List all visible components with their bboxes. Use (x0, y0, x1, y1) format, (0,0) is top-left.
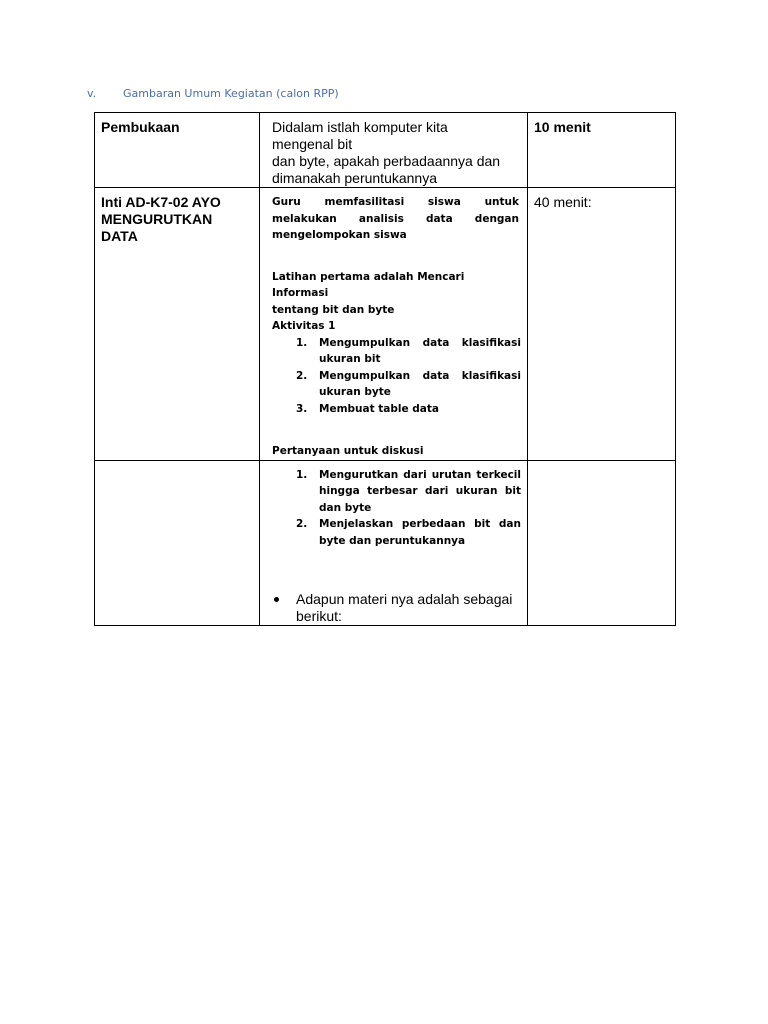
section-heading (87, 87, 339, 100)
duration-cell (528, 188, 676, 461)
phase-cell (95, 460, 260, 626)
activity-line: dimanakah peruntukannya (272, 170, 438, 186)
duration-cell (528, 113, 676, 188)
duration-label: 40 menit: (534, 194, 592, 210)
list-item (272, 467, 521, 517)
phase-cell (95, 113, 260, 188)
question-text: Mengurutkan dari urutan terkecil hingga terbesar dari ukuran bit dan byte (319, 468, 521, 514)
activity-text (272, 119, 521, 187)
activity-cell (260, 188, 528, 461)
exercise-text (272, 269, 521, 319)
duration-label: 10 menit (534, 119, 591, 135)
question-number: 1. (296, 468, 308, 481)
step-number: 2. (296, 369, 308, 382)
discussion-questions (272, 467, 521, 550)
section-title: Gambaran Umum Kegiatan (calon RPP) (123, 87, 339, 100)
exercise-line: Latihan pertama adalah Mencari Informasi (272, 270, 465, 299)
step-text: Mengumpulkan data klasifikasi ukuran bit (319, 336, 521, 365)
bullet-text: Adapun materi nya adalah sebagai berikut: (296, 591, 513, 624)
discussion-title: Pertanyaan untuk diskusi (272, 445, 424, 457)
phase-label: Pembukaan (101, 119, 180, 135)
exercise-line: tentang bit dan byte (272, 303, 395, 316)
question-number: 2. (296, 518, 308, 530)
step-number: 3. (296, 402, 308, 415)
bullet-icon (274, 597, 279, 602)
list-item (272, 368, 521, 401)
phase-label (101, 194, 253, 245)
activity-line: Didalam istlah komputer kita (272, 119, 448, 135)
list-item (272, 401, 521, 418)
table-row (95, 188, 676, 461)
activity-line: dan byte, apakah perbadaannya dan (272, 153, 501, 169)
table-row (95, 113, 676, 188)
activity-cell (260, 460, 528, 626)
phase-line: Inti AD-K7-02 AYO (101, 194, 221, 210)
list-item (272, 591, 521, 625)
phase-line: DATA (101, 228, 138, 244)
table-row (95, 460, 676, 626)
list-item (272, 335, 521, 368)
list-item (272, 516, 521, 549)
activity-line: mengenal bit (272, 136, 353, 152)
step-text: Membuat table data (319, 402, 439, 415)
duration-cell (528, 460, 676, 626)
step-text: Mengumpulkan data klasifikasi ukuran byte (319, 369, 521, 398)
question-text: Menjelaskan perbedaan bit dan byte dan peruntukannya (319, 518, 521, 547)
activity-cell (260, 113, 528, 188)
activity-title: Aktivitas 1 (272, 320, 336, 332)
phase-cell (95, 188, 260, 461)
activity-table (94, 112, 676, 626)
intro-text: Guru memfasilitasi siswa untuk melakukan analisis data dengan mengelompokan siswa (272, 196, 519, 241)
step-number: 1. (296, 336, 308, 349)
section-number: v. (87, 87, 97, 100)
activity-steps (272, 335, 521, 418)
phase-line: MENGURUTKAN (101, 211, 213, 227)
